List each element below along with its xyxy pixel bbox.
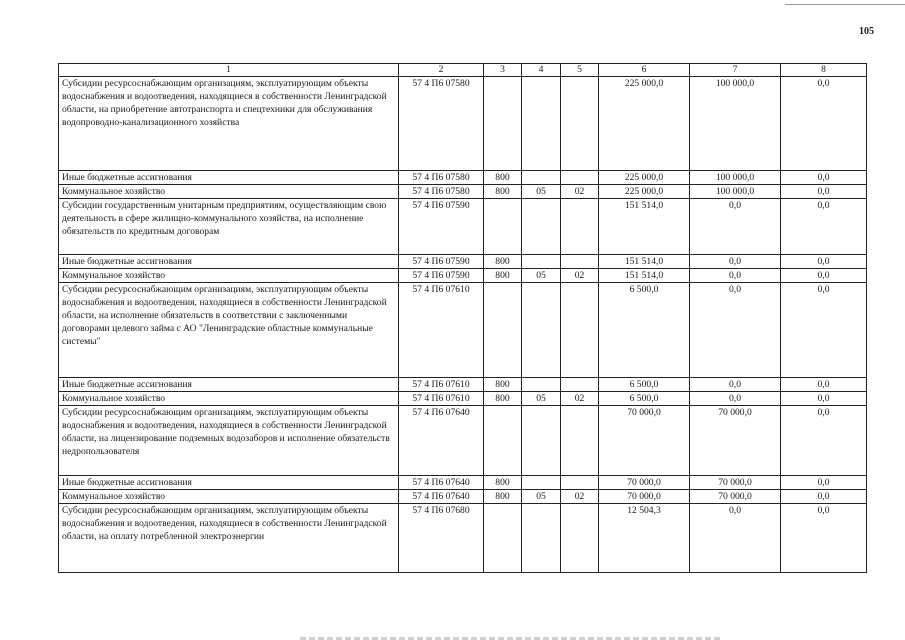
row-amount-3-cell: 0,0 bbox=[781, 283, 867, 378]
row-subsection-cell: 02 bbox=[561, 185, 599, 199]
row-amount-2-cell: 0,0 bbox=[690, 269, 781, 283]
row-type-cell: 800 bbox=[484, 378, 522, 392]
row-code-cell: 57 4 П6 07640 bbox=[399, 476, 484, 490]
row-name-cell: Субсидии ресурсоснабжающим организациям, эксплуатирующим объекты водоснабжения и водоотведения, находящиеся в собственности Ленинградской области, на исполнение обязательств в соответствии с заключенными договорами целевого займа с АО "Ленинградские областные коммунальные системы" bbox=[59, 283, 399, 378]
row-amount-2-cell: 70 000,0 bbox=[690, 476, 781, 490]
row-section-cell bbox=[522, 476, 561, 490]
row-amount-2-cell: 100 000,0 bbox=[690, 171, 781, 185]
row-amount-1-cell: 12 504,3 bbox=[599, 504, 690, 573]
row-name-cell: Субсидии ресурсоснабжающим организациям, эксплуатирующим объекты водоснабжения и водоотведения, находящиеся в собственности Ленинградской области, на лицензирование подземных водозаборов и исполнение обязательств недропользователя bbox=[59, 406, 399, 476]
row-amount-2-cell: 70 000,0 bbox=[690, 406, 781, 476]
row-section-cell bbox=[522, 171, 561, 185]
row-code-cell: 57 4 П6 07680 bbox=[399, 504, 484, 573]
row-section-cell bbox=[522, 199, 561, 255]
table-row bbox=[59, 269, 867, 283]
row-subsection-cell bbox=[561, 406, 599, 476]
row-amount-1-cell: 225 000,0 bbox=[599, 171, 690, 185]
row-type-cell bbox=[484, 504, 522, 573]
row-amount-3-cell: 0,0 bbox=[781, 476, 867, 490]
row-code-cell: 57 4 П6 07590 bbox=[399, 199, 484, 255]
row-amount-2-cell: 0,0 bbox=[690, 283, 781, 378]
row-code-cell: 57 4 П6 07580 bbox=[399, 171, 484, 185]
row-subsection-cell bbox=[561, 171, 599, 185]
header-cell: 5 bbox=[561, 64, 599, 77]
row-subsection-cell bbox=[561, 283, 599, 378]
budget-table bbox=[58, 63, 867, 573]
row-amount-2-cell: 100 000,0 bbox=[690, 185, 781, 199]
table-row bbox=[59, 171, 867, 185]
row-section-cell bbox=[522, 283, 561, 378]
header-cell: 4 bbox=[522, 64, 561, 77]
row-section-cell: 05 bbox=[522, 490, 561, 504]
row-amount-2-cell: 0,0 bbox=[690, 255, 781, 269]
row-section-cell bbox=[522, 378, 561, 392]
table-row bbox=[59, 490, 867, 504]
row-amount-2-cell: 0,0 bbox=[690, 199, 781, 255]
row-amount-1-cell: 6 500,0 bbox=[599, 392, 690, 406]
row-type-cell: 800 bbox=[484, 490, 522, 504]
table-header-row bbox=[59, 64, 867, 77]
row-type-cell: 800 bbox=[484, 255, 522, 269]
row-amount-3-cell: 0,0 bbox=[781, 504, 867, 573]
table-row bbox=[59, 504, 867, 573]
row-type-cell bbox=[484, 406, 522, 476]
row-name-cell: Субсидии государственным унитарным предприятиям, осуществляющим свою деятельность в сфере жилищно-коммунального хозяйства, на исполнение обязательств по кредитным договорам bbox=[59, 199, 399, 255]
row-code-cell: 57 4 П6 07590 bbox=[399, 269, 484, 283]
row-code-cell: 57 4 П6 07640 bbox=[399, 490, 484, 504]
row-subsection-cell: 02 bbox=[561, 490, 599, 504]
row-section-cell bbox=[522, 77, 561, 171]
header-cell: 3 bbox=[484, 64, 522, 77]
row-subsection-cell bbox=[561, 255, 599, 269]
table-row bbox=[59, 406, 867, 476]
row-subsection-cell bbox=[561, 199, 599, 255]
row-type-cell: 800 bbox=[484, 269, 522, 283]
row-section-cell bbox=[522, 406, 561, 476]
row-type-cell bbox=[484, 199, 522, 255]
row-subsection-cell bbox=[561, 77, 599, 171]
row-type-cell: 800 bbox=[484, 171, 522, 185]
row-amount-3-cell: 0,0 bbox=[781, 392, 867, 406]
row-type-cell: 800 bbox=[484, 185, 522, 199]
row-amount-3-cell: 0,0 bbox=[781, 406, 867, 476]
row-name-cell: Коммунальное хозяйство bbox=[59, 185, 399, 199]
table-row bbox=[59, 476, 867, 490]
row-code-cell: 57 4 П6 07590 bbox=[399, 255, 484, 269]
row-name-cell: Иные бюджетные ассигнования bbox=[59, 378, 399, 392]
row-section-cell: 05 bbox=[522, 392, 561, 406]
header-cell: 6 bbox=[599, 64, 690, 77]
row-amount-3-cell: 0,0 bbox=[781, 269, 867, 283]
row-amount-1-cell: 6 500,0 bbox=[599, 283, 690, 378]
table-row bbox=[59, 378, 867, 392]
row-amount-1-cell: 70 000,0 bbox=[599, 490, 690, 504]
row-name-cell: Коммунальное хозяйство bbox=[59, 490, 399, 504]
header-cell: 8 bbox=[781, 64, 867, 77]
row-code-cell: 57 4 П6 07610 bbox=[399, 378, 484, 392]
row-amount-1-cell: 225 000,0 bbox=[599, 77, 690, 171]
table-row bbox=[59, 255, 867, 269]
row-type-cell bbox=[484, 283, 522, 378]
row-type-cell: 800 bbox=[484, 392, 522, 406]
row-name-cell: Субсидии ресурсоснабжающим организациям, эксплуатирующим объекты водоснабжения и водоотведения, находящиеся в собственности Ленинградской области, на приобретение автотранспорта и спецтехники для обслуживания водопроводно-канализационного хозяйства bbox=[59, 77, 399, 171]
row-amount-2-cell: 0,0 bbox=[690, 378, 781, 392]
row-amount-3-cell: 0,0 bbox=[781, 199, 867, 255]
row-amount-2-cell: 70 000,0 bbox=[690, 490, 781, 504]
row-subsection-cell bbox=[561, 378, 599, 392]
table-row bbox=[59, 392, 867, 406]
scan-top-rule bbox=[785, 4, 905, 5]
row-amount-3-cell: 0,0 bbox=[781, 185, 867, 199]
row-section-cell bbox=[522, 504, 561, 573]
row-name-cell: Иные бюджетные ассигнования bbox=[59, 255, 399, 269]
row-amount-3-cell: 0,0 bbox=[781, 378, 867, 392]
row-amount-1-cell: 151 514,0 bbox=[599, 255, 690, 269]
row-name-cell: Коммунальное хозяйство bbox=[59, 269, 399, 283]
row-amount-3-cell: 0,0 bbox=[781, 171, 867, 185]
table-row bbox=[59, 283, 867, 378]
row-name-cell: Коммунальное хозяйство bbox=[59, 392, 399, 406]
row-name-cell: Субсидии ресурсоснабжающим организациям, эксплуатирующим объекты водоснабжения и водоотведения, находящиеся в собственности Ленинградской области, на оплату потребленной электроэнергии bbox=[59, 504, 399, 573]
row-amount-3-cell: 0,0 bbox=[781, 490, 867, 504]
header-cell: 2 bbox=[399, 64, 484, 77]
row-code-cell: 57 4 П6 07580 bbox=[399, 185, 484, 199]
row-amount-1-cell: 225 000,0 bbox=[599, 185, 690, 199]
table-row bbox=[59, 77, 867, 171]
row-subsection-cell: 02 bbox=[561, 269, 599, 283]
row-code-cell: 57 4 П6 07580 bbox=[399, 77, 484, 171]
row-amount-2-cell: 0,0 bbox=[690, 392, 781, 406]
row-name-cell: Иные бюджетные ассигнования bbox=[59, 476, 399, 490]
row-amount-3-cell: 0,0 bbox=[781, 255, 867, 269]
header-cell: 1 bbox=[59, 64, 399, 77]
row-amount-1-cell: 6 500,0 bbox=[599, 378, 690, 392]
row-subsection-cell: 02 bbox=[561, 392, 599, 406]
row-name-cell: Иные бюджетные ассигнования bbox=[59, 171, 399, 185]
page-number: 105 bbox=[859, 26, 874, 37]
row-amount-1-cell: 151 514,0 bbox=[599, 199, 690, 255]
row-amount-1-cell: 70 000,0 bbox=[599, 476, 690, 490]
row-code-cell: 57 4 П6 07610 bbox=[399, 283, 484, 378]
table-row bbox=[59, 185, 867, 199]
row-code-cell: 57 4 П6 07610 bbox=[399, 392, 484, 406]
header-cell: 7 bbox=[690, 64, 781, 77]
row-type-cell: 800 bbox=[484, 476, 522, 490]
row-section-cell: 05 bbox=[522, 185, 561, 199]
table-row bbox=[59, 199, 867, 255]
row-amount-3-cell: 0,0 bbox=[781, 77, 867, 171]
row-type-cell bbox=[484, 77, 522, 171]
row-section-cell bbox=[522, 255, 561, 269]
row-amount-2-cell: 100 000,0 bbox=[690, 77, 781, 171]
row-amount-1-cell: 70 000,0 bbox=[599, 406, 690, 476]
row-subsection-cell bbox=[561, 476, 599, 490]
row-section-cell: 05 bbox=[522, 269, 561, 283]
row-amount-2-cell: 0,0 bbox=[690, 504, 781, 573]
row-code-cell: 57 4 П6 07640 bbox=[399, 406, 484, 476]
row-amount-1-cell: 151 514,0 bbox=[599, 269, 690, 283]
row-subsection-cell bbox=[561, 504, 599, 573]
